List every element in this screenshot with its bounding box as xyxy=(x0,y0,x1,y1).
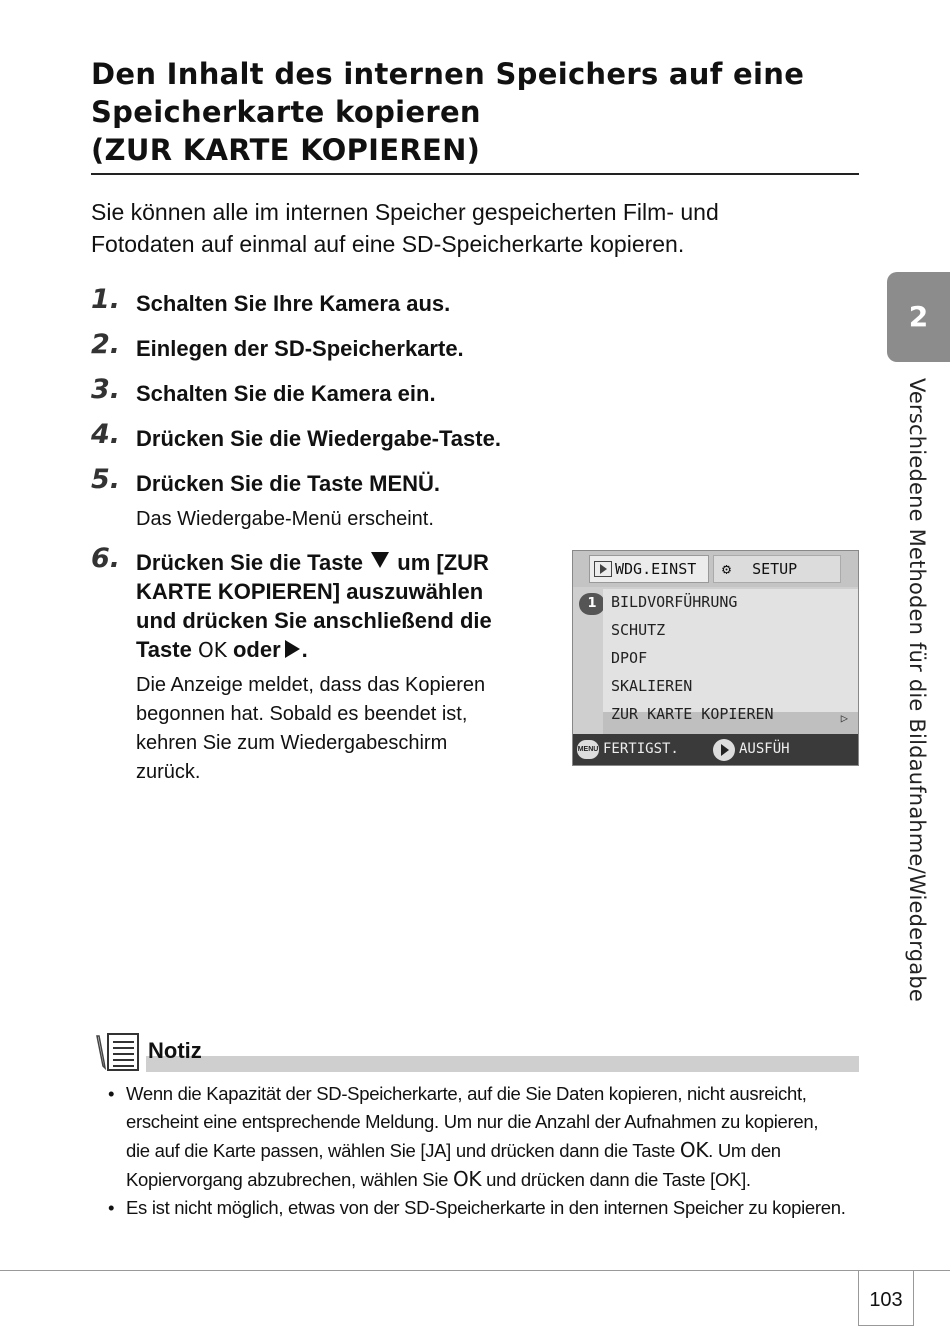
step-text: Schalten Sie die Kamera ein. xyxy=(136,381,436,406)
page-number: 103 xyxy=(858,1270,914,1326)
step-text: Drücken Sie die Wiedergabe-Taste. xyxy=(136,426,501,451)
note-line: die auf die Karte passen, wählen Sie [JA] und drücken dann die Taste xyxy=(126,1140,676,1161)
step-number: 6. xyxy=(91,543,121,574)
note-header-bar xyxy=(146,1056,859,1072)
note-list xyxy=(108,1080,860,1222)
camera-footer-left: FERTIGST. xyxy=(603,741,679,757)
intro-line: Sie können alle im internen Speicher gespeicherten Film- und xyxy=(91,199,719,225)
note-line: und drücken dann die Taste [OK]. xyxy=(486,1169,751,1190)
camera-tab-label: WDG.EINST xyxy=(615,560,697,578)
step-result-line: zurück. xyxy=(136,761,201,783)
step-result-line: kehren Sie zum Wiedergabeschirm xyxy=(136,732,448,754)
camera-menu-item: SKALIEREN xyxy=(611,677,693,695)
camera-menu-item: SCHUTZ xyxy=(611,621,666,639)
step-result-line: Die Anzeige meldet, dass das Kopieren xyxy=(136,674,486,696)
camera-menu-item: BILDVORFÜHRUNG xyxy=(611,593,738,611)
note-line: . Um den xyxy=(708,1140,781,1161)
step-text-part: oder xyxy=(232,637,281,662)
step-text-part: Taste xyxy=(136,637,192,662)
note-item: • Es ist nicht möglich, etwas von der SD-Speicherkarte in den internen Speicher zu kopieren. xyxy=(108,1194,860,1222)
step-number: 4. xyxy=(91,419,121,450)
note-icon xyxy=(95,1032,143,1072)
step-text: Einlegen der SD-Speicherkarte. xyxy=(136,336,464,361)
camera-page-badge: 1 xyxy=(579,593,605,615)
camera-tab-bar xyxy=(573,551,858,587)
step-result: Das Wiedergabe-Menü erscheint. xyxy=(136,508,434,530)
step-number: 5. xyxy=(91,464,121,495)
right-arrow-icon xyxy=(285,640,300,658)
title-line: Speicherkarte kopieren xyxy=(91,95,481,129)
title-divider xyxy=(91,173,859,175)
chapter-title: Verschiedene Methoden für die Bildaufnahme/Wiedergabe xyxy=(905,378,929,1002)
step-result-line: begonnen hat. Sobald es beendet ist, xyxy=(136,703,468,725)
note-item xyxy=(108,1080,860,1194)
ok-button-symbol: OK xyxy=(197,638,227,662)
step-number: 2. xyxy=(91,329,121,360)
step-text-part: . xyxy=(301,637,308,662)
step-text-part: KARTE KOPIEREN] auszuwählen xyxy=(136,579,484,604)
chapter-tab: 2 xyxy=(887,272,950,362)
step-text xyxy=(136,548,492,665)
step-text-part: und drücken Sie anschließend die xyxy=(136,608,492,633)
camera-footer-right: AUSFÜH xyxy=(739,741,790,757)
intro-line: Fotodaten auf einmal auf eine SD-Speicherkarte kopieren. xyxy=(91,231,685,257)
camera-menu-item: DPOF xyxy=(611,649,648,667)
ok-button-symbol: OK xyxy=(679,1138,709,1162)
page-title xyxy=(91,55,861,169)
note-line: Wenn die Kapazität der SD-Speicherkarte, auf die Sie Daten kopieren, nicht ausreicht, xyxy=(126,1083,807,1104)
note-line: erscheint eine entsprechende Meldung. Um nur die Anzahl der Aufnahmen zu kopieren, xyxy=(126,1111,819,1132)
camera-tab-setup xyxy=(713,555,841,583)
footer-divider xyxy=(0,1270,950,1271)
note-label: Notiz xyxy=(148,1038,202,1063)
step-text: Schalten Sie Ihre Kamera aus. xyxy=(136,291,451,316)
step-number: 1. xyxy=(91,284,121,315)
camera-menu-list xyxy=(603,589,858,733)
step-text-part: Drücken Sie die Taste xyxy=(136,550,364,575)
right-button-icon xyxy=(713,739,735,761)
title-line: Den Inhalt des internen Speichers auf eine xyxy=(91,57,805,91)
wrench-icon: ⚙ xyxy=(722,560,732,578)
camera-footer xyxy=(573,734,858,765)
step-result xyxy=(136,671,485,787)
submenu-arrow-icon: ▷ xyxy=(840,711,848,725)
step-text-part: um [ZUR xyxy=(397,550,489,575)
camera-menu-screenshot xyxy=(572,550,859,766)
play-icon xyxy=(594,561,612,577)
menu-button-icon: MENU xyxy=(577,740,599,759)
step-text: Drücken Sie die Taste MENÜ. xyxy=(136,471,441,496)
note-line: Kopiervorgang abzubrechen, wählen Sie xyxy=(126,1169,449,1190)
camera-menu-item: ZUR KARTE KOPIEREN xyxy=(611,705,774,723)
down-arrow-icon xyxy=(371,552,389,568)
step-number: 3. xyxy=(91,374,121,405)
camera-tab-label: SETUP xyxy=(752,560,798,578)
ok-button-symbol: OK xyxy=(452,1167,482,1191)
camera-tab-playback xyxy=(589,555,709,583)
title-line: (ZUR KARTE KOPIEREN) xyxy=(91,133,481,167)
intro-paragraph xyxy=(91,196,831,260)
